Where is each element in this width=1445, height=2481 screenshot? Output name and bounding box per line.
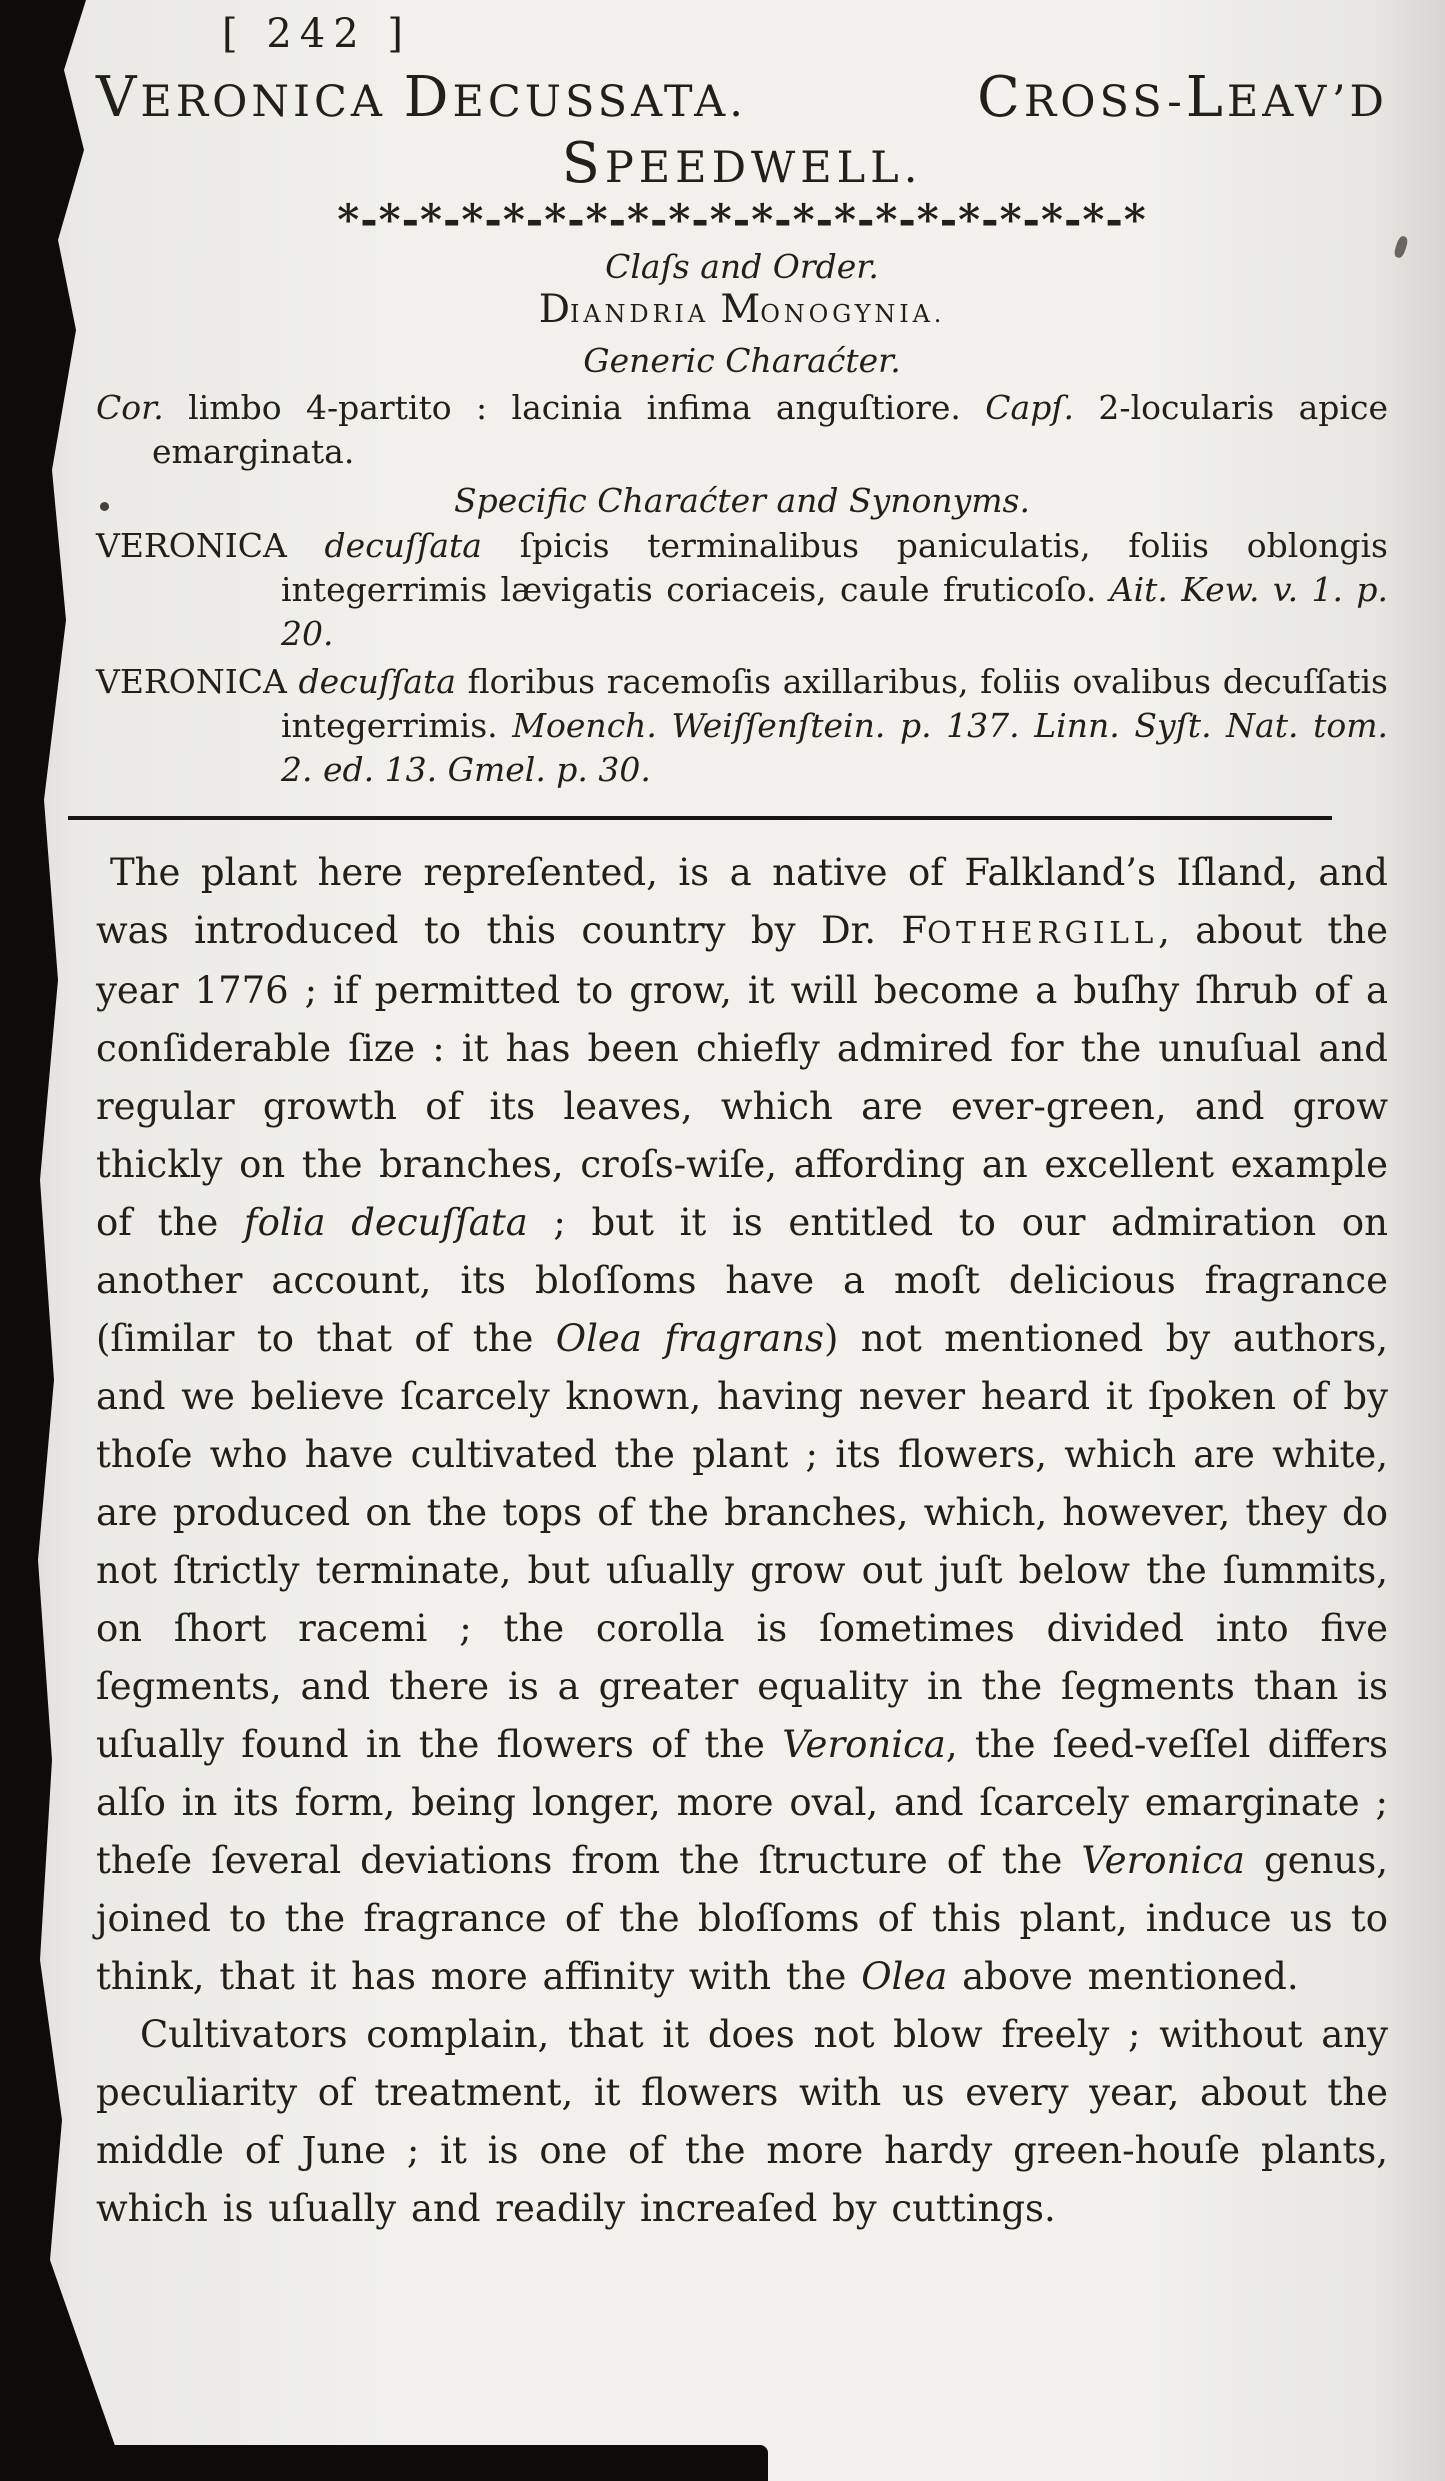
scan-bottom-bar xyxy=(86,2445,768,2481)
scan-speck xyxy=(1393,235,1409,259)
specific-character-heading: Specific Charaćter and Synonyms. xyxy=(454,480,1030,520)
page-number: [ 242 ] xyxy=(222,11,411,57)
synonym-entry-1: VERONICA decuſſata ſpicis terminalibus paniculatis, foliis oblongis integerrimis lævigatis coriaceis, caule fruticoſo. Ait. Kew. v. 1. p. 20. xyxy=(96,525,1389,653)
class-order-heading: Claſs and Order. xyxy=(605,246,879,286)
synonym-entry-2: VERONICA decuſſata floribus racemoſis axillaribus, foliis ovalibus decuſſatis integerrimis. Moench. Weiſſenſtein. p. 137. Linn. Syſt. Nat. tom. 2. ed. 13. Gmel. p. 30. xyxy=(96,661,1388,789)
generic-character-heading: Generic Charaćter. xyxy=(583,340,901,380)
generic-character-text: Cor. limbo 4-partito : lacinia infima anguſtiore. Capſ. 2-locularis apice emarginata. xyxy=(96,387,1388,471)
title-latin-name: VERONICA DECUSSATA. xyxy=(96,65,747,130)
ornament-asterisk-row: *-*-*-*-*-*-*-*-*-*-*-*-*-*-*-*-*-*-*-* xyxy=(337,194,1147,244)
page-content xyxy=(96,12,1388,2238)
title-line-2: SPEEDWELL. xyxy=(561,130,923,196)
body-paragraph-1: The plant here repreſented, is a native of Falkland’s Iſland, and was introduced to this country by Dr. FOTHERGILL, about the year 1776 ; if permitted to grow, it will become a buſhy ſhrub of a conſiderable ſize : it has been chiefly admired for the unuſual and regular growth of its leaves, which are ever-green, and grow thickly on the branches, croſs-wiſe, affording an excellent example of the folia decuſſata ; but it is entitled to our admiration on another account, its bloſſoms have a moſt delicious fragrance (ſimilar to that of the Olea fragrans) not mentioned by authors, and we believe ſcarcely known, having never heard it ſpoken of by thoſe who have cultivated the plant ; its flowers, which are white, are produced on the tops of the branches, which, however, they do not ſtrictly terminate, but uſually grow out juſt below the ſummits, on ſhort racemi ; the corolla is ſometimes divided into five ſegments, and there is a greater equality in the ſegments than is uſually found in the flowers of the Veronica, the ſeed-veſſel differs alſo in its form, being longer, more oval, and ſcarcely emarginate ; theſe ſeveral deviations from the ſtructure of the Veronica genus, joined to the fragrance of the bloſſoms of this plant, induce us to think, that it has more affinity with the Olea above mentioned. xyxy=(96,850,1389,1998)
title-common-name: CROSS-LEAV’D xyxy=(977,65,1388,130)
title-line-1 xyxy=(96,65,1388,130)
section-divider xyxy=(68,816,1332,820)
body-paragraph-2: Cultivators complain, that it does not blow freely ; without any peculiarity of treatment, it flowers with us every year, about the middle of June ; it is one of the more hardy green-houſe plants, which is uſually and readily increaſed by cuttings. xyxy=(96,2012,1388,2230)
class-order-value: DIANDRIA MONOGYNIA. xyxy=(538,286,946,332)
